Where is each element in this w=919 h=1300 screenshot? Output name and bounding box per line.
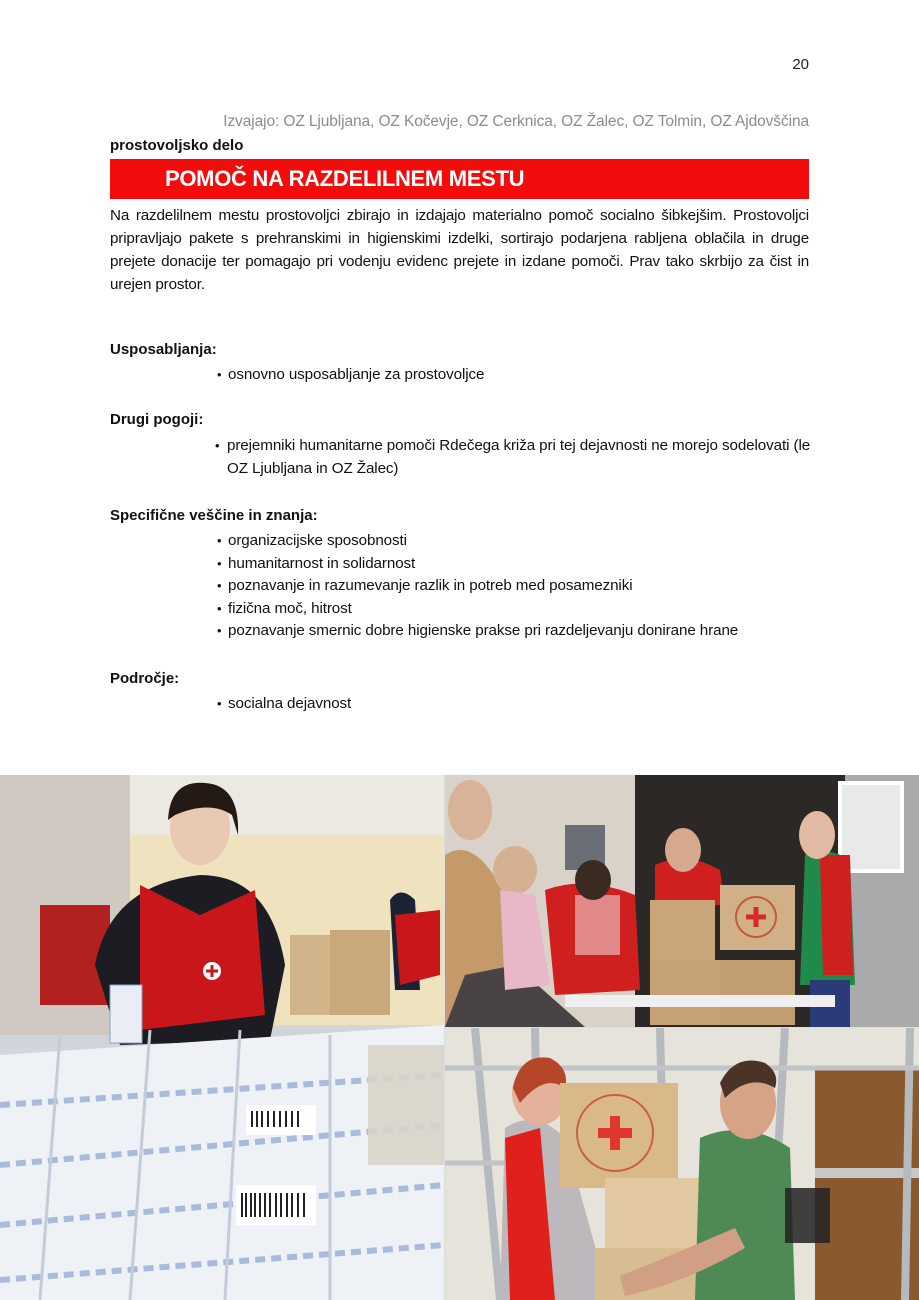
photo-distribution-desk bbox=[445, 775, 919, 1027]
section-area bbox=[110, 670, 830, 716]
category-label: prostovoljsko delo bbox=[110, 137, 244, 154]
intro-paragraph: Na razdelilnem mestu prostovoljci zbirajo in izdajajo materialno pomoč socialno šibkejšim. Prostovoljci pripravljajo pakete s prehranskimi in higienskimi izdelki, sortirajo podarjena rabljena oblačila in druge prejete donacije ter pomagajo pri vodenju evidenc prejete in izdane pomoči. Prav tako skrbijo za čist in urejen prostor. bbox=[110, 207, 809, 293]
photo-volunteers-carrying-boxes bbox=[445, 1028, 919, 1300]
implementers-line: Izvajajo: OZ Ljubljana, OZ Kočevje, OZ Cerknica, OZ Žalec, OZ Tolmin, OZ Ajdovščina bbox=[223, 113, 809, 130]
title-banner bbox=[110, 159, 809, 199]
section-heading: Usposabljanja: bbox=[110, 341, 217, 358]
section-heading: Specifične veščine in znanja: bbox=[110, 507, 318, 524]
bullet-list bbox=[217, 364, 830, 387]
page-number: 20 bbox=[792, 56, 809, 73]
section-heading: Področje: bbox=[110, 670, 180, 687]
list-item: • fizična moč, hitrost bbox=[217, 598, 830, 621]
list-item: • humanitarnost in solidarnost bbox=[217, 553, 830, 576]
list-item: • prejemniki humanitarne pomoči Rdečega križa pri tej dejavnosti ne morejo sodelovati (le OZ Ljubljana in OZ Žalec) bbox=[215, 434, 815, 480]
bullet-list bbox=[217, 530, 830, 643]
bullet-list bbox=[217, 693, 830, 716]
photo-collage bbox=[0, 775, 919, 1300]
section-training bbox=[110, 341, 830, 387]
photo-distribution-desk-illustration bbox=[445, 775, 919, 1027]
page-title: POMOČ NA RAZDELILNEM MESTU bbox=[165, 166, 525, 191]
photo-volunteer-sorting-packages bbox=[0, 775, 444, 1300]
photo-volunteer-sorting-packages-illustration bbox=[0, 775, 444, 1300]
section-conditions bbox=[110, 411, 830, 480]
list-item: • socialna dejavnost bbox=[217, 693, 830, 716]
list-item: • poznavanje in razumevanje razlik in potreb med posamezniki bbox=[217, 575, 830, 598]
list-item: • organizacijske sposobnosti bbox=[217, 530, 830, 553]
list-item: • poznavanje smernic dobre higienske prakse pri razdeljevanju donirane hrane bbox=[217, 620, 830, 643]
photo-volunteers-carrying-boxes-illustration bbox=[445, 1028, 919, 1300]
bullet-list bbox=[215, 434, 830, 480]
list-item: • osnovno usposabljanje za prostovoljce bbox=[217, 364, 830, 387]
section-skills bbox=[110, 507, 830, 643]
section-heading: Drugi pogoji: bbox=[110, 411, 204, 428]
